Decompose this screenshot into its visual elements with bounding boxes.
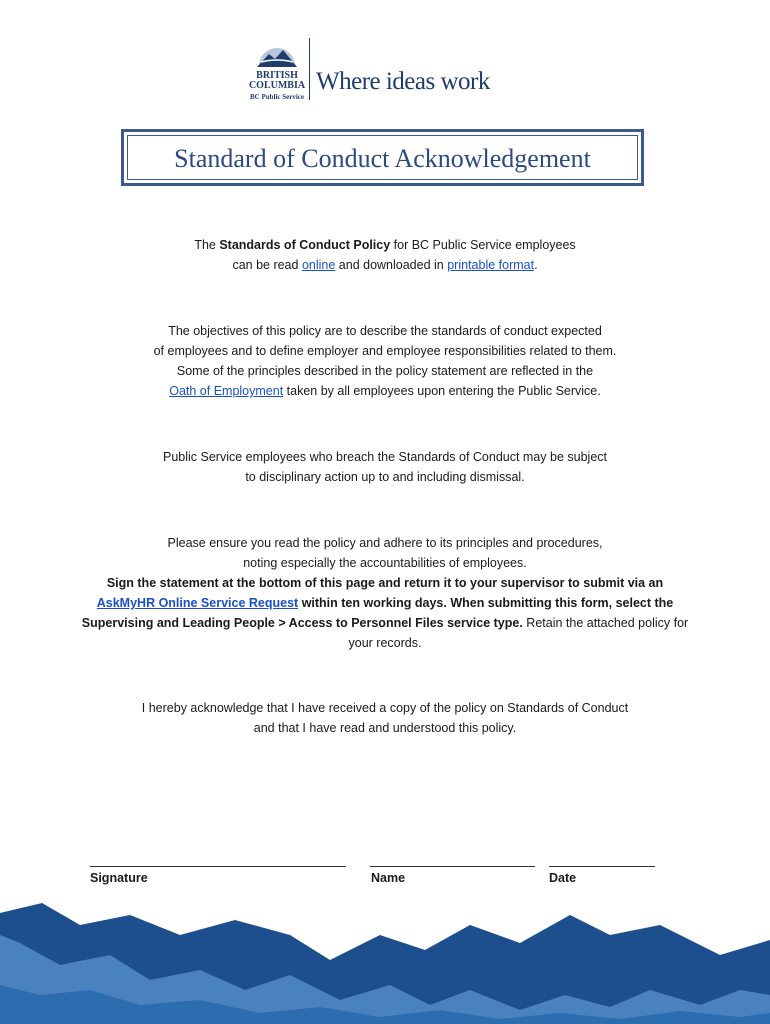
acknowledge-line: I hereby acknowledge that I have received a copy of the policy on Standards of Conduct [141,701,629,715]
bc-logo [247,38,307,101]
breach-line: Public Service employees who breach the Standards of Conduct may be subject [163,450,607,464]
date-label: Date [549,871,577,885]
name-label: Name [371,871,406,885]
ensure-line: your records. [348,636,422,650]
oath-of-employment-link[interactable]: Oath of Employment [169,384,284,398]
logo-text-public-service: BC Public Service [249,93,305,101]
sign-instruction: Sign the statement at the bottom of this page and return it to your supervisor to submit via an [106,576,664,590]
title-box [121,129,644,186]
sign-instruction: within ten working days. When submitting this form, select the [298,596,674,610]
printable-format-link[interactable]: printable format [447,258,535,272]
breach-paragraph [60,447,710,487]
intro-text: The [194,238,220,252]
intro-text: for BC Public Service employees [390,238,576,252]
askmyhr-link[interactable]: AskMyHR Online Service Request [96,596,299,610]
objectives-line: Some of the principles described in the policy statement are reflected in the [176,364,594,378]
ensure-line: Please ensure you read the policy and adhere to its principles and procedures, [167,536,603,550]
acknowledge-paragraph [60,698,710,738]
ensure-line: Retain the attached policy for [522,616,689,630]
objectives-line: taken by all employees upon entering the Public Service. [283,384,601,398]
signature-line[interactable] [90,866,346,867]
intro-text: and downloaded in [335,258,448,272]
date-line[interactable] [549,866,655,867]
policy-name: Standards of Conduct Policy [219,238,391,252]
header-divider [309,38,310,100]
ensure-line: noting especially the accountabilities of employees. [243,556,527,570]
sun-mountain-icon [255,38,299,68]
logo-text-british: BRITISH [256,70,298,81]
ensure-paragraph [40,533,730,653]
logo-text-columbia: COLUMBIA [248,80,306,91]
breach-line: to disciplinary action up to and including dismissal. [245,470,525,484]
mountains-footer [0,895,770,1024]
online-link[interactable]: online [301,258,336,272]
acknowledge-line: and that I have read and understood this policy. [253,721,517,735]
page-title: Standard of Conduct Acknowledgement [174,144,591,173]
objectives-line: of employees and to define employer and employee responsibilities related to them. [153,344,617,358]
tagline: Where ideas work [316,68,490,95]
intro-text: . [534,258,538,272]
name-line[interactable] [370,866,535,867]
objectives-line: The objectives of this policy are to describe the standards of conduct expected [168,324,602,338]
intro-text: can be read [232,258,302,272]
page-header [0,30,770,110]
intro-paragraph [60,235,710,275]
objectives-paragraph [60,321,710,401]
signature-label: Signature [90,871,148,885]
service-type-instruction: Supervising and Leading People > Access to Personnel Files service type. [81,616,523,630]
